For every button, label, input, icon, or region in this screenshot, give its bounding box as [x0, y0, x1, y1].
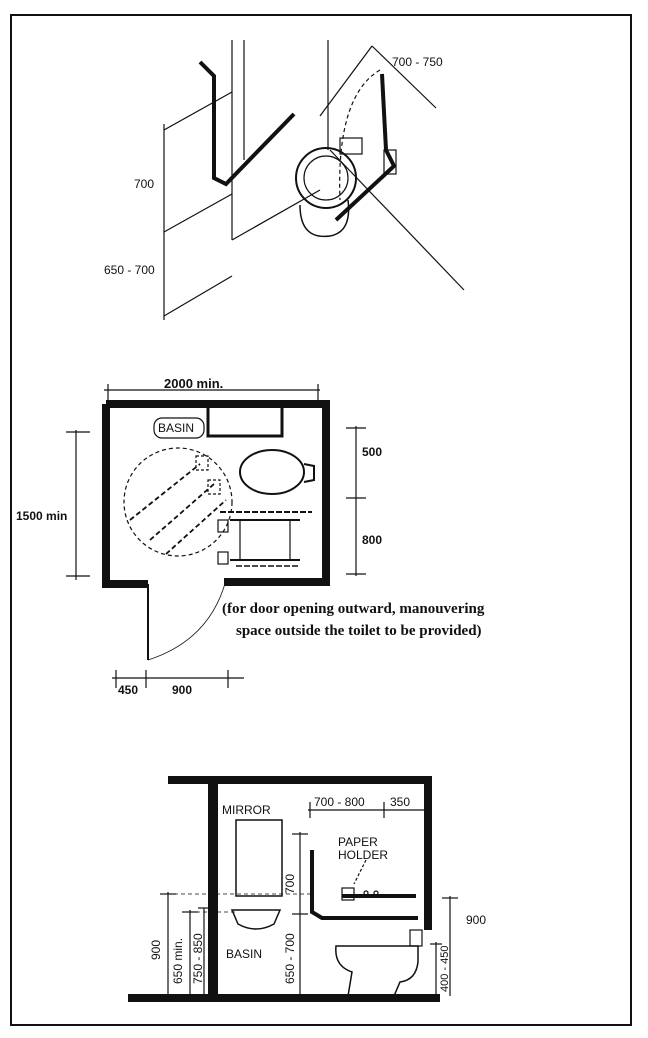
elev-dim-700: 700 [283, 873, 297, 894]
plan-dim-500: 500 [362, 445, 383, 459]
plan-dim-800: 800 [362, 533, 383, 547]
elev-dim-400-450: 400 - 450 [439, 945, 451, 992]
plan-note-line1: (for door opening outward, manouvering [222, 601, 485, 617]
plan-width-label: 2000 min. [164, 376, 224, 391]
dim-650-700-seat: 650 - 700 [104, 263, 155, 277]
elev-dim-650-min: 650 min. [171, 937, 185, 984]
dim-700-rail: 700 [134, 177, 155, 191]
plan-note-line2: space outside the toilet to be provided) [236, 623, 482, 639]
elev-basin-label: BASIN [226, 947, 263, 961]
dim-700-750: 700 - 750 [392, 55, 443, 69]
plan-dim-450: 450 [118, 683, 139, 697]
plan-view [66, 384, 366, 688]
elev-dim-900-right: 900 [466, 913, 487, 927]
paper-holder-label-1: PAPER [338, 835, 378, 849]
plan-basin-label: BASIN [158, 421, 195, 435]
elev-dim-750-850: 750 - 850 [191, 933, 205, 984]
plan-dim-900: 900 [172, 683, 193, 697]
elev-dim-700-800: 700 - 800 [314, 795, 365, 809]
plan-depth-label: 1500 min [16, 509, 68, 523]
isometric-view [164, 40, 464, 320]
mirror-label: MIRROR [222, 803, 271, 817]
elev-dim-650-700: 650 - 700 [283, 933, 297, 984]
elev-dim-900-left: 900 [149, 939, 163, 960]
paper-holder-label-2: HOLDER [338, 848, 389, 862]
elev-dim-350: 350 [390, 795, 411, 809]
